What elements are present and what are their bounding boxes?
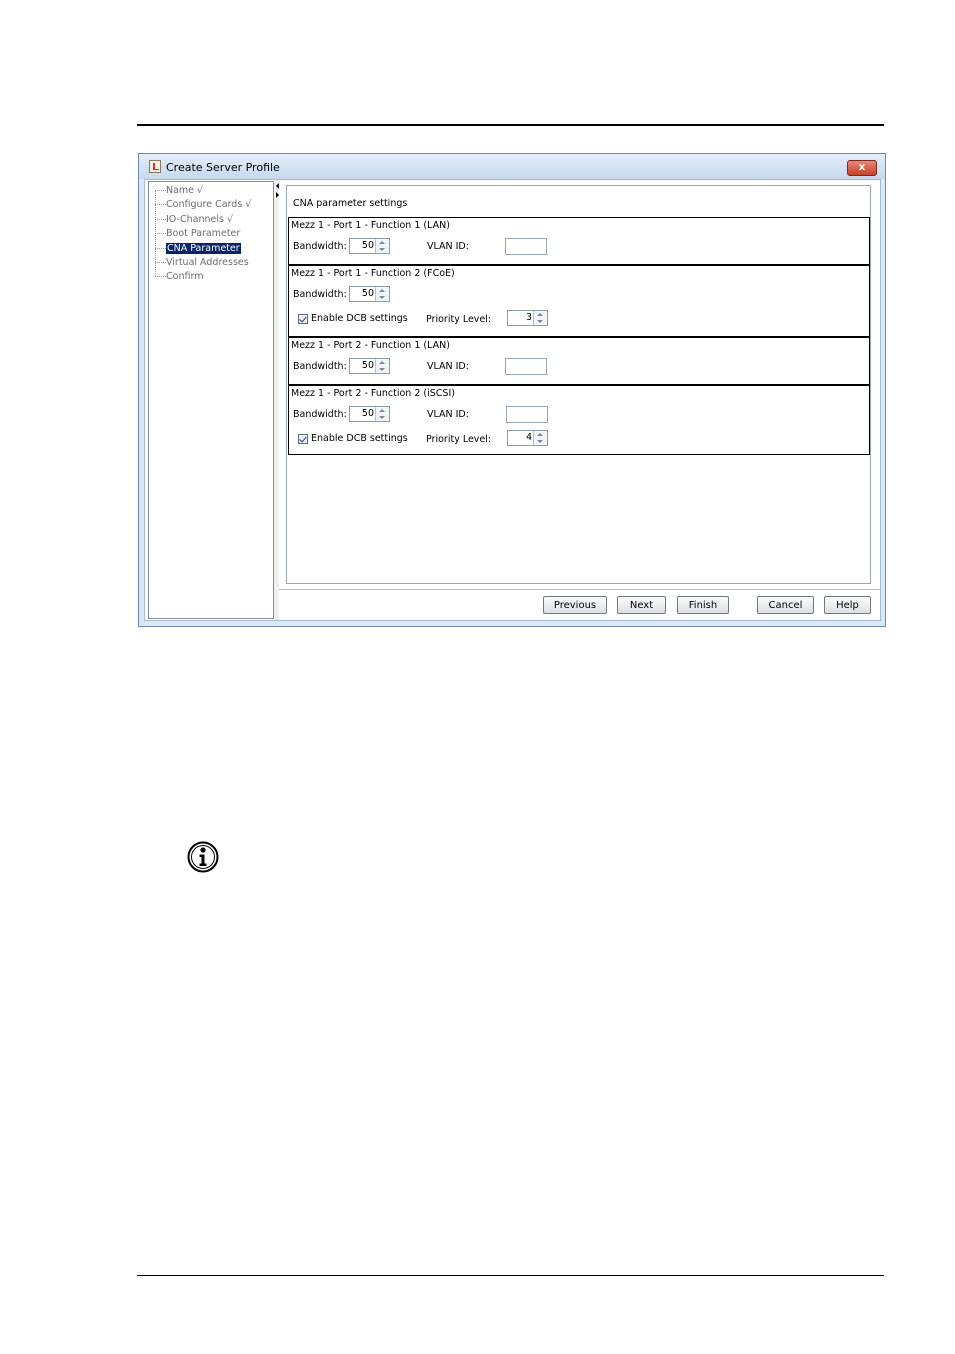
previous-button[interactable]: Previous (543, 596, 607, 614)
bandwidth-value: 50 (361, 240, 374, 251)
spinner-buttons[interactable] (533, 311, 547, 325)
group-title: Mezz 1 - Port 1 - Function 1 (LAN) (291, 220, 450, 231)
group-mezz1-port1-func2 (288, 265, 870, 337)
tree-item-cna-parameter[interactable] (155, 241, 241, 255)
tree-branch (155, 269, 166, 277)
tree-branch (155, 255, 166, 263)
vlan-id-input[interactable] (505, 358, 547, 375)
bandwidth-label: Bandwidth: (293, 409, 347, 420)
spin-up-icon[interactable] (537, 313, 543, 316)
spinner-buttons[interactable] (375, 407, 389, 421)
enable-dcb-checkbox[interactable] (298, 434, 308, 444)
tree-branch (155, 241, 166, 249)
bandwidth-value: 50 (361, 360, 374, 371)
dialog-client-area (144, 179, 881, 621)
window-title: Create Server Profile (166, 161, 280, 174)
tree-item-name[interactable] (155, 183, 203, 197)
page-header-rule (137, 124, 884, 126)
spin-up-icon[interactable] (537, 433, 543, 436)
spin-down-icon[interactable] (537, 440, 543, 443)
page-footer-rule (137, 1275, 884, 1276)
cancel-button[interactable]: Cancel (757, 596, 814, 614)
group-mezz1-port2-func2 (288, 385, 870, 455)
java-app-icon (149, 160, 161, 173)
group-mezz1-port1-func1 (288, 217, 870, 265)
info-icon (187, 841, 219, 873)
priority-level-spinner[interactable] (507, 310, 548, 326)
priority-level-label: Priority Level: (426, 434, 492, 445)
next-button[interactable]: Next (617, 596, 666, 614)
bandwidth-spinner[interactable] (349, 238, 390, 254)
collapse-left-arrow-icon[interactable] (276, 183, 279, 189)
help-button[interactable]: Help (824, 596, 871, 614)
bandwidth-spinner[interactable] (349, 406, 390, 422)
group-title: Mezz 1 - Port 2 - Function 2 (iSCSI) (291, 388, 455, 399)
spinner-buttons[interactable] (533, 431, 547, 445)
tree-branch (155, 197, 166, 205)
vlan-id-label: VLAN ID: (427, 409, 469, 420)
tree-branch (155, 212, 166, 220)
bandwidth-value: 50 (361, 288, 374, 299)
spin-up-icon[interactable] (379, 241, 385, 244)
spin-up-icon[interactable] (379, 361, 385, 364)
spin-up-icon[interactable] (379, 409, 385, 412)
vlan-id-label: VLAN ID: (427, 241, 469, 252)
tree-item-label: Name √ (166, 185, 204, 196)
spinner-buttons[interactable] (375, 239, 389, 253)
tree-item-label: Boot Parameter (166, 228, 241, 239)
finish-button[interactable]: Finish (677, 596, 729, 614)
bandwidth-label: Bandwidth: (293, 361, 347, 372)
cna-parameter-panel (286, 185, 871, 584)
priority-level-label: Priority Level: (426, 314, 492, 325)
spin-down-icon[interactable] (379, 416, 385, 419)
tree-item-label: Virtual Addresses (166, 257, 249, 268)
bandwidth-label: Bandwidth: (293, 289, 347, 300)
group-mezz1-port2-func1 (288, 337, 870, 385)
tree-item-confirm[interactable] (155, 269, 203, 283)
vlan-id-input[interactable] (506, 406, 548, 423)
spin-down-icon[interactable] (379, 296, 385, 299)
group-title: Mezz 1 - Port 1 - Function 2 (FCoE) (291, 268, 455, 279)
spin-up-icon[interactable] (379, 289, 385, 292)
expand-right-arrow-icon[interactable] (276, 192, 279, 198)
bandwidth-label: Bandwidth: (293, 241, 347, 252)
enable-dcb-label: Enable DCB settings (311, 313, 408, 324)
tree-item-configure-cards[interactable] (155, 197, 251, 211)
button-bar-separator (279, 589, 880, 590)
tree-branch (155, 183, 166, 191)
bandwidth-spinner[interactable] (349, 286, 390, 302)
group-title: Mezz 1 - Port 2 - Function 1 (LAN) (291, 340, 450, 351)
vlan-id-label: VLAN ID: (427, 361, 469, 372)
tree-item-label: Confirm (166, 271, 204, 282)
enable-dcb-label: Enable DCB settings (311, 433, 408, 444)
split-pane-divider[interactable] (274, 180, 279, 620)
spinner-buttons[interactable] (375, 287, 389, 301)
bandwidth-value: 50 (361, 408, 374, 419)
priority-value: 3 (525, 312, 532, 323)
tree-item-boot-parameter[interactable] (155, 226, 240, 240)
priority-value: 4 (525, 432, 532, 443)
tree-item-label: IO-Channels √ (166, 214, 233, 225)
spin-down-icon[interactable] (537, 320, 543, 323)
tree-item-label: Configure Cards √ (166, 199, 252, 210)
vlan-id-input[interactable] (505, 238, 547, 255)
tree-item-label: CNA Parameter (167, 243, 240, 254)
tree-branch (155, 226, 166, 234)
wizard-step-tree (148, 181, 274, 619)
panel-title: CNA parameter settings (293, 198, 408, 209)
tree-item-io-channels[interactable] (155, 212, 233, 226)
enable-dcb-checkbox[interactable] (298, 314, 308, 324)
tree-item-virtual-addresses[interactable] (155, 255, 249, 269)
spin-down-icon[interactable] (379, 368, 385, 371)
bandwidth-spinner[interactable] (349, 358, 390, 374)
spin-down-icon[interactable] (379, 248, 385, 251)
title-bar[interactable] (139, 154, 885, 179)
create-server-profile-dialog (138, 153, 886, 627)
priority-level-spinner[interactable] (507, 430, 548, 446)
close-button[interactable]: x (847, 160, 877, 176)
spinner-buttons[interactable] (375, 359, 389, 373)
